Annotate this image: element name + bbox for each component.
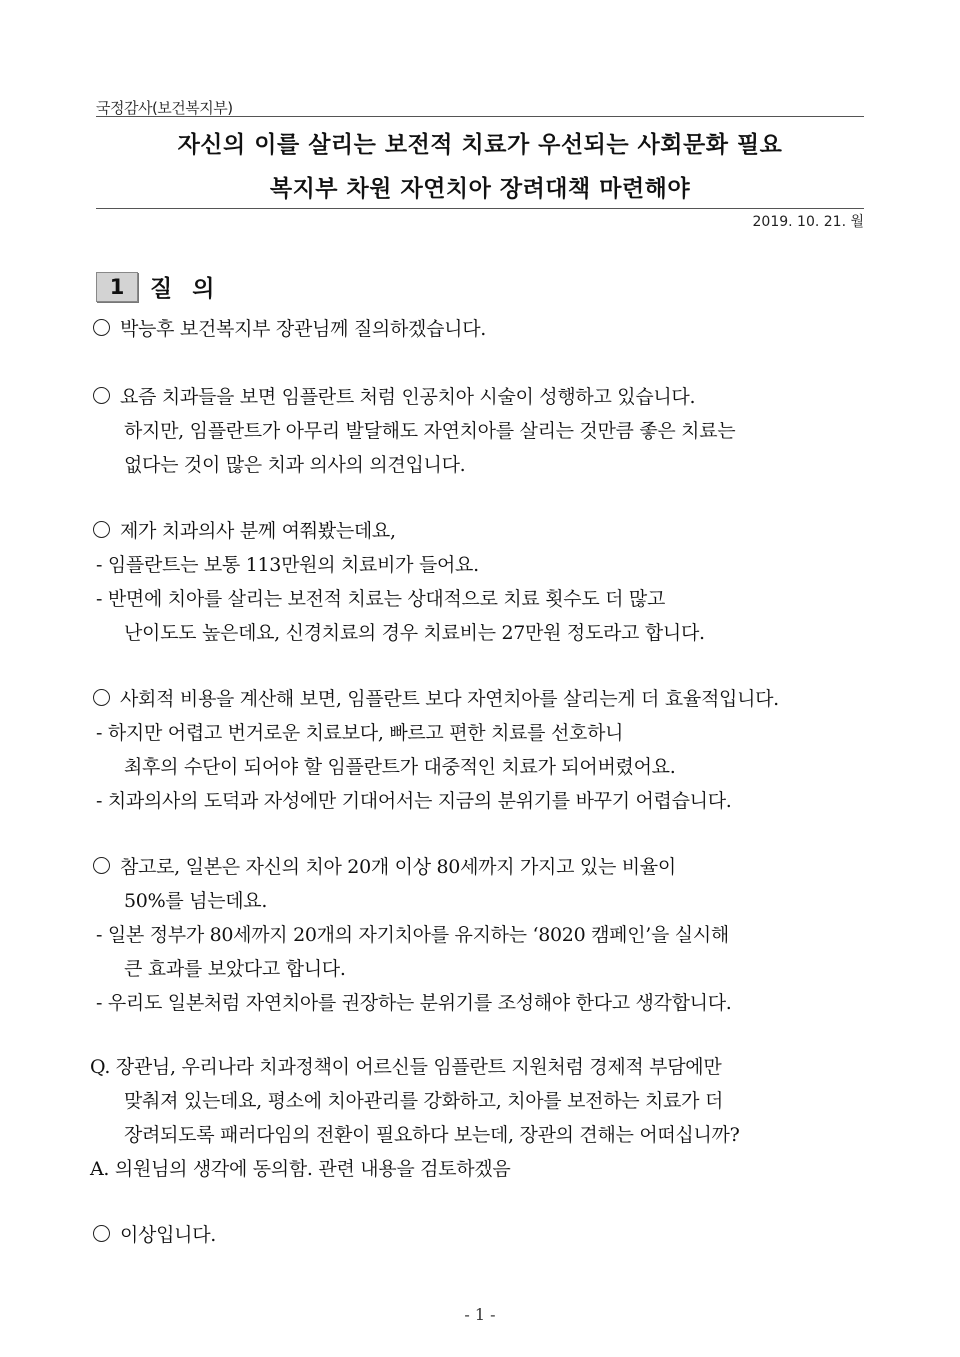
document-date: 2019. 10. 21. 월 xyxy=(752,214,864,230)
page-number: - 1 - xyxy=(464,1305,496,1324)
paragraph-line: 큰 효과를 보았다고 합니다. xyxy=(124,958,346,980)
paragraph-line: - 일본 정부가 80세까지 20개의 자기치아를 유지하는 ‘8020 캠페인’을 실시해 xyxy=(96,924,729,946)
paragraph-line: - 반면에 치아를 살리는 보전적 치료는 상대적으로 치료 횟수도 더 많고 xyxy=(96,588,666,610)
circle-bullet-icon xyxy=(93,521,110,538)
paragraph-line: - 치과의사의 도덕과 자성에만 기대어서는 지금의 분위기를 바꾸기 어렵습니다. xyxy=(96,790,732,812)
circle-bullet-icon xyxy=(93,857,110,874)
header-divider-top xyxy=(96,116,864,117)
section-title: 질 의 xyxy=(150,276,221,302)
paragraph-line: 최후의 수단이 되어야 할 임플란트가 대중적인 치료가 되어버렸어요. xyxy=(124,756,676,778)
header-divider-bottom xyxy=(96,208,864,209)
circle-bullet-icon xyxy=(93,319,110,336)
question-line: 장려되도록 패러다임의 전환이 필요하다 보는데, 장관의 견해는 어떠십니까? xyxy=(124,1124,740,1146)
document-title-line-2: 복지부 차원 자연치아 장려대책 마련해야 xyxy=(269,176,691,202)
paragraph-line: 제가 치과의사 분께 여쭤봤는데요, xyxy=(90,516,396,543)
circle-bullet-icon xyxy=(93,1225,110,1242)
circle-bullet-icon xyxy=(93,387,110,404)
closing-line: 이상입니다. xyxy=(90,1220,216,1247)
section-number-box: 1 xyxy=(96,272,138,302)
paragraph-line: 요즘 치과들을 보면 임플란트 처럼 인공치아 시술이 성행하고 있습니다. xyxy=(90,382,695,409)
question-line: 맞춰져 있는데요, 평소에 치아관리를 강화하고, 치아를 보전하는 치료가 더 xyxy=(124,1090,724,1112)
paragraph-line: - 임플란트는 보통 113만원의 치료비가 들어요. xyxy=(96,554,479,576)
section-heading xyxy=(96,270,220,303)
question-line: Q. 장관님, 우리나라 치과정책이 어르신들 임플란트 지원처럼 경제적 부담에만 xyxy=(90,1056,722,1078)
paragraph-line: 하지만, 임플란트가 아무리 발달해도 자연치아를 살리는 것만큼 좋은 치료는 xyxy=(124,420,736,442)
document-category-label: 국정감사(보건복지부) xyxy=(96,99,233,117)
answer-line: A. 의원님의 생각에 동의함. 관련 내용을 검토하겠음 xyxy=(90,1158,511,1180)
paragraph-line: 사회적 비용을 계산해 보면, 임플란트 보다 자연치아를 살리는게 더 효율적입니다. xyxy=(90,684,779,711)
document-title-line-1: 자신의 이를 살리는 보전적 치료가 우선되는 사회문화 필요 xyxy=(177,132,783,158)
circle-bullet-icon xyxy=(93,689,110,706)
paragraph-line: - 하지만 어렵고 번거로운 치료보다, 빠르고 편한 치료를 선호하니 xyxy=(96,722,624,744)
paragraph-line: - 우리도 일본처럼 자연치아를 권장하는 분위기를 조성해야 한다고 생각합니다. xyxy=(96,992,732,1014)
paragraph-line: 박능후 보건복지부 장관님께 질의하겠습니다. xyxy=(90,314,486,341)
paragraph-line: 참고로, 일본은 자신의 치아 20개 이상 80세까지 가지고 있는 비율이 xyxy=(90,852,676,879)
paragraph-line: 난이도도 높은데요, 신경치료의 경우 치료비는 27만원 정도라고 합니다. xyxy=(124,622,705,644)
paragraph-line: 없다는 것이 많은 치과 의사의 의견입니다. xyxy=(124,454,466,476)
paragraph-line: 50%를 넘는데요. xyxy=(124,890,268,912)
